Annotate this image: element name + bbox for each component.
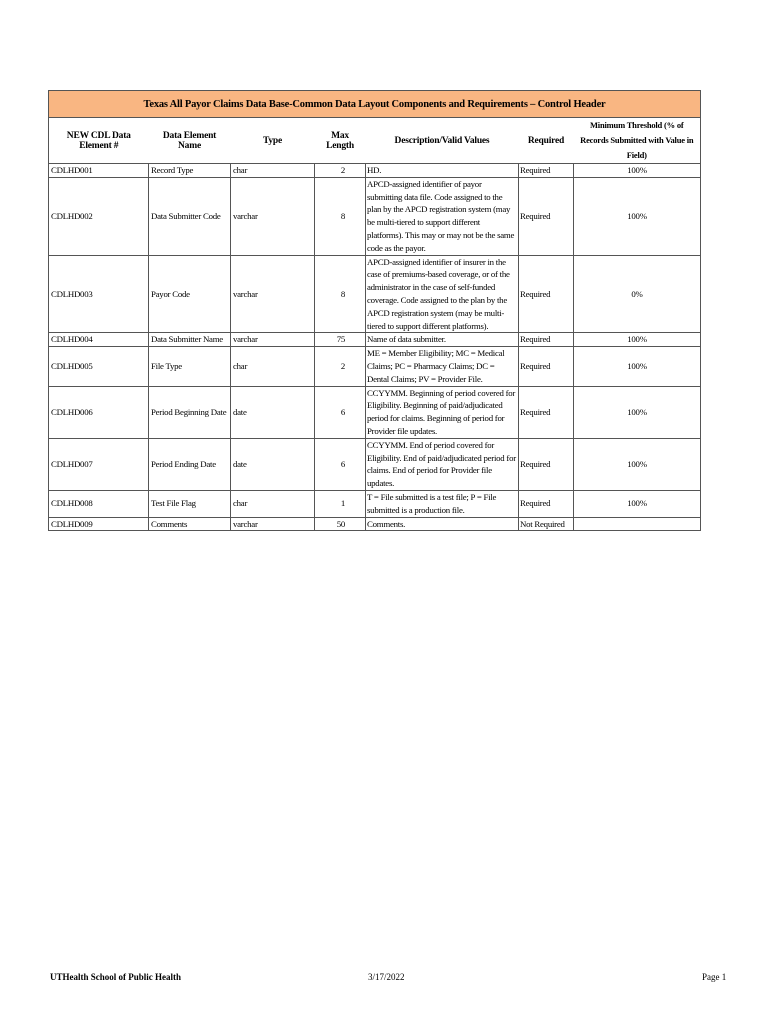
control-header-table	[48, 90, 701, 531]
cell-element-num: CDLHD007	[49, 438, 149, 490]
table-row	[49, 517, 701, 531]
cell-threshold: 100%	[574, 490, 701, 517]
cell-element-num: CDLHD006	[49, 386, 149, 438]
cell-type: date	[231, 386, 315, 438]
table-row	[49, 438, 701, 490]
header-type: Type	[231, 118, 315, 164]
cell-required: Required	[519, 347, 574, 386]
cell-max-length: 2	[315, 347, 366, 386]
cell-threshold: 100%	[574, 333, 701, 347]
cell-required: Required	[519, 177, 574, 255]
cell-element-name: Period Beginning Date	[149, 386, 231, 438]
cell-description: APCD-assigned identifier of payor submitting data file. Code assigned to the plan by the APCD registration system (may be multi-tiered to support different platforms). This may or may not be the same code as the payor.	[366, 177, 519, 255]
cell-element-num: CDLHD001	[49, 164, 149, 178]
cell-type: char	[231, 347, 315, 386]
header-description: Description/Valid Values	[366, 118, 519, 164]
cell-threshold: 100%	[574, 347, 701, 386]
cell-element-num: CDLHD002	[49, 177, 149, 255]
cell-description: Name of data submitter.	[366, 333, 519, 347]
cell-max-length: 6	[315, 438, 366, 490]
cell-threshold: 100%	[574, 438, 701, 490]
cell-required: Required	[519, 255, 574, 333]
cell-description: APCD-assigned identifier of insurer in the case of premiums-based coverage, or of the administrator in the case of self-funded coverage. Code assigned to the plan by the APCD registration system (may be multi-tiered to support different platforms).	[366, 255, 519, 333]
table-row	[49, 255, 701, 333]
cell-max-length: 1	[315, 490, 366, 517]
table-row	[49, 333, 701, 347]
cell-type: varchar	[231, 333, 315, 347]
cell-required: Required	[519, 490, 574, 517]
cell-element-name: Record Type	[149, 164, 231, 178]
cell-type: date	[231, 438, 315, 490]
cell-element-num: CDLHD003	[49, 255, 149, 333]
cell-element-name: Period Ending Date	[149, 438, 231, 490]
table-row	[49, 386, 701, 438]
cell-max-length: 2	[315, 164, 366, 178]
cell-description: HD.	[366, 164, 519, 178]
cell-max-length: 8	[315, 177, 366, 255]
footer-organization: UTHealth School of Public Health	[50, 972, 182, 982]
footer-page-number: Page 1	[702, 972, 727, 982]
cell-required: Not Required	[519, 517, 574, 531]
cell-required: Required	[519, 438, 574, 490]
table-title-row	[49, 91, 701, 118]
cell-element-num: CDLHD009	[49, 517, 149, 531]
cell-threshold: 100%	[574, 177, 701, 255]
header-required: Required	[519, 118, 574, 164]
cell-type: varchar	[231, 177, 315, 255]
cell-max-length: 75	[315, 333, 366, 347]
cell-type: char	[231, 490, 315, 517]
header-max-length: Max Length	[315, 118, 366, 164]
cell-required: Required	[519, 386, 574, 438]
cell-max-length: 6	[315, 386, 366, 438]
table-row	[49, 164, 701, 178]
table-row	[49, 177, 701, 255]
cell-max-length: 50	[315, 517, 366, 531]
table-title: Texas All Payor Claims Data Base-Common Data Layout Components and Requirements – Control Header	[49, 91, 701, 118]
cell-threshold: 0%	[574, 255, 701, 333]
cell-element-num: CDLHD005	[49, 347, 149, 386]
cell-type: char	[231, 164, 315, 178]
data-layout-sheet	[48, 90, 700, 531]
header-element-num: NEW CDL Data Element #	[49, 118, 149, 164]
cell-description: CCYYMM. End of period covered for Eligibility. End of paid/adjudicated period for claims. End of period for Provider file updates.	[366, 438, 519, 490]
cell-description: T = File submitted is a test file; P = File submitted is a production file.	[366, 490, 519, 517]
cell-element-name: File Type	[149, 347, 231, 386]
header-element-name: Data Element Name	[149, 118, 231, 164]
cell-description: Comments.	[366, 517, 519, 531]
header-row	[49, 118, 701, 164]
cell-required: Required	[519, 164, 574, 178]
header-threshold: Minimum Threshold (% of Records Submitted with Value in Field)	[574, 118, 701, 164]
footer-date: 3/17/2022	[368, 972, 405, 982]
cell-element-name: Test File Flag	[149, 490, 231, 517]
table-row	[49, 490, 701, 517]
cell-element-num: CDLHD004	[49, 333, 149, 347]
cell-type: varchar	[231, 255, 315, 333]
cell-element-name: Data Submitter Name	[149, 333, 231, 347]
cell-threshold	[574, 517, 701, 531]
cell-element-name: Comments	[149, 517, 231, 531]
cell-type: varchar	[231, 517, 315, 531]
cell-element-num: CDLHD008	[49, 490, 149, 517]
cell-element-name: Data Submitter Code	[149, 177, 231, 255]
cell-threshold: 100%	[574, 164, 701, 178]
cell-description: ME = Member Eligibility; MC = Medical Claims; PC = Pharmacy Claims; DC = Dental Claims; PV = Provider File.	[366, 347, 519, 386]
table-row	[49, 347, 701, 386]
cell-description: CCYYMM. Beginning of period covered for Eligibility. Beginning of paid/adjudicated period for claims. Beginning of period for Provider file updates.	[366, 386, 519, 438]
cell-element-name: Payor Code	[149, 255, 231, 333]
cell-threshold: 100%	[574, 386, 701, 438]
cell-required: Required	[519, 333, 574, 347]
cell-max-length: 8	[315, 255, 366, 333]
